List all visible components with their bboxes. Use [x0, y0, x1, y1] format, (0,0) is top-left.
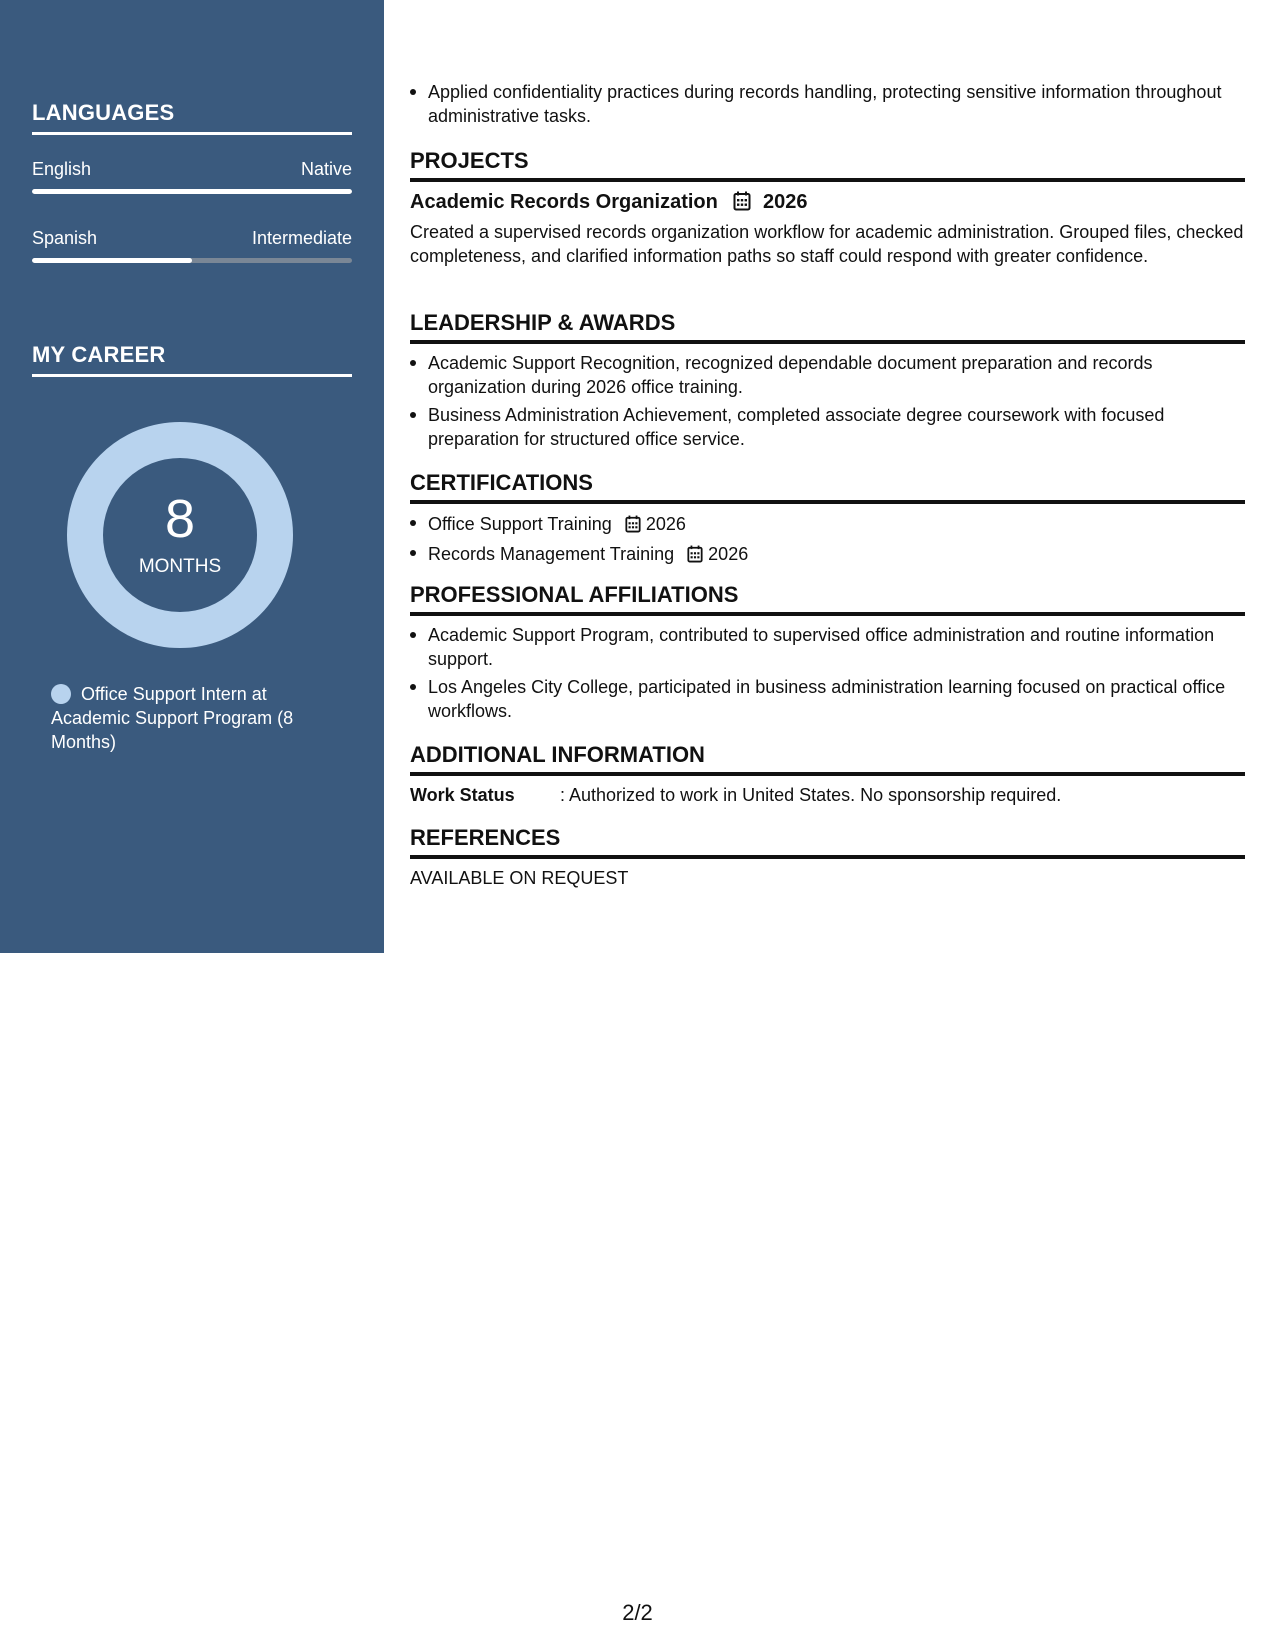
- additional-rule: [410, 772, 1245, 776]
- languages-title: LANGUAGES: [32, 100, 175, 125]
- affiliation-item: Academic Support Program, contributed to supervised office administration and routine information support.: [410, 623, 1245, 671]
- language-bar-fill: [32, 189, 352, 194]
- language-row: [32, 228, 352, 249]
- language-bar: [32, 189, 352, 194]
- career-rule: [32, 374, 352, 377]
- references-text: AVAILABLE ON REQUEST: [410, 868, 629, 888]
- career-legend-text: Office Support Intern at Academic Support Program (8 Months): [51, 684, 294, 752]
- language-row: [32, 159, 352, 180]
- leadership-item: Academic Support Recognition, recognized dependable document preparation and records organization during 2026 office training.: [410, 351, 1245, 399]
- certification-name: Office Support Training: [428, 514, 612, 534]
- legend-dot-icon: [51, 684, 71, 704]
- certifications-rule: [410, 500, 1245, 504]
- leadership-list: [410, 351, 1245, 451]
- affiliation-item: Los Angeles City College, participated in business administration learning focused on practical office workflows.: [410, 675, 1245, 723]
- certification-item: [410, 511, 1245, 541]
- leadership-item: Business Administration Achievement, completed associate degree coursework with focused preparation for structured office service.: [410, 403, 1245, 451]
- affiliations-rule: [410, 612, 1245, 616]
- affiliations-list: [410, 623, 1245, 723]
- leadership-rule: [410, 340, 1245, 344]
- projects-rule: [410, 178, 1245, 182]
- language-bar-fill: [32, 258, 192, 263]
- project-description: Created a supervised records organization workflow for academic administration. Grouped files, checked completeness, and clarified information paths so staff could respond with greater confidence.: [410, 222, 1244, 266]
- experience-bullet: Applied confidentiality practices during records handling, protecting sensitive information throughout administrative tasks.: [410, 80, 1245, 128]
- language-name: Spanish: [32, 228, 98, 248]
- language-level: Intermediate: [251, 228, 352, 248]
- page-number: 2/2: [622, 1600, 653, 1625]
- sidebar: [0, 0, 384, 953]
- references-title: REFERENCES: [410, 825, 561, 850]
- certifications-list: [410, 511, 1245, 571]
- certification-name: Records Management Training: [428, 544, 675, 564]
- leadership-title: LEADERSHIP & AWARDS: [410, 310, 676, 335]
- language-name: English: [32, 159, 92, 179]
- calendar-icon: [625, 514, 641, 541]
- work-status-value: : Authorized to work in United States. No sponsorship required.: [560, 785, 1062, 805]
- certifications-title: CERTIFICATIONS: [410, 470, 593, 495]
- work-status-label: Work Status: [410, 785, 515, 805]
- experience-continued: [410, 80, 1245, 128]
- affiliations-title: PROFESSIONAL AFFILIATIONS: [410, 582, 739, 607]
- projects-title: PROJECTS: [410, 148, 529, 173]
- certification-year: 2026: [708, 544, 749, 564]
- project-name: Academic Records Organization: [410, 191, 718, 213]
- project-heading: [410, 189, 1245, 218]
- references-rule: [410, 855, 1245, 859]
- language-level: Native: [300, 159, 352, 179]
- career-total: 8: [164, 489, 196, 549]
- project-year: 2026: [763, 191, 808, 213]
- certification-item: [410, 541, 1245, 571]
- work-status-row: [410, 783, 1245, 807]
- calendar-icon: [733, 191, 751, 218]
- calendar-icon: [687, 544, 703, 571]
- language-bar: [32, 258, 352, 263]
- additional-title: ADDITIONAL INFORMATION: [410, 742, 705, 767]
- languages-rule: [32, 132, 352, 135]
- career-legend: [51, 682, 341, 754]
- career-unit: MONTHS: [138, 556, 222, 577]
- certification-year: 2026: [645, 514, 686, 534]
- career-title: MY CAREER: [32, 342, 166, 367]
